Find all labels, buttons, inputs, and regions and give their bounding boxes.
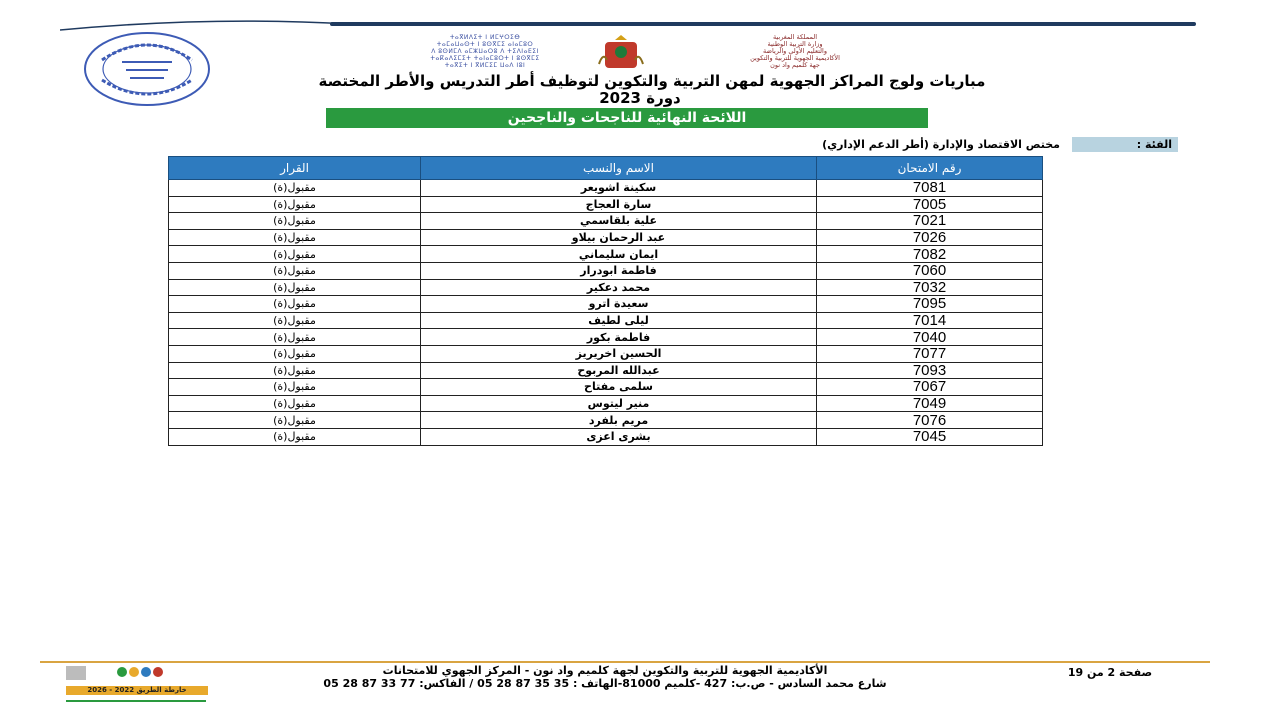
- candidate-name: عبدالله المربوح: [421, 362, 817, 379]
- top-rule: [330, 22, 1196, 26]
- final-list-banner: اللائحة النهائية للناجحات والناجحين: [326, 108, 928, 128]
- decision: مقبول(ة): [169, 329, 421, 346]
- column-header-decision: القرار: [169, 157, 421, 180]
- candidate-name: عبد الرحمان بيلاو: [421, 229, 817, 246]
- decision: مقبول(ة): [169, 412, 421, 429]
- table-row: [169, 362, 1043, 379]
- page-number: صفحة 2 من 19: [1067, 666, 1153, 679]
- footer-rule: [40, 661, 1210, 663]
- candidate-name: سارة العجاج: [421, 196, 817, 213]
- header-tifinagh-text: ⵜⴰⴳⵍⴷⵉⵜ ⵏ ⵍⵎⵖⵔⵉⴱ ⵜⴰⵎⴰⵡⴰⵙⵜ ⵏ ⵓⵙⴳⵎⵉ ⴰⵏⴰⵎⵓⵔ ⴷ ⵓⵙⵍⵎⴷ ⴰⵎⵣⵡⴰⵔⵓ ⴷ ⵜⵉⴷⵏⴰⴹⵉⵏ ⵜⴰⴽⴰⴷⵉⵎⵉⵜ ⵜⴰⵏⴰⵎⵓⵔⵜ ⵏ ⵓⵙⴳⵎⵉ ⵜⴰⴳⵉⵜ ⵏ ⴳⵍⵎⵉⵎ ⵡⴰⴷ ⵏⵓⵏ: [430, 34, 540, 69]
- results-table: [168, 156, 1043, 446]
- decision: مقبول(ة): [169, 196, 421, 213]
- decision: مقبول(ة): [169, 229, 421, 246]
- exam-number: 7076: [817, 412, 1043, 429]
- exam-number: 7021: [817, 213, 1043, 230]
- candidate-name: سعيدة اترو: [421, 296, 817, 313]
- decision: مقبول(ة): [169, 362, 421, 379]
- table-row: [169, 196, 1043, 213]
- exam-number: 7093: [817, 362, 1043, 379]
- candidate-name: سلمى مفتاح: [421, 379, 817, 396]
- table-row: [169, 412, 1043, 429]
- decision: مقبول(ة): [169, 213, 421, 230]
- table-header-row: [169, 157, 1043, 180]
- table-row: [169, 262, 1043, 279]
- decision: مقبول(ة): [169, 246, 421, 263]
- table-row: [169, 213, 1043, 230]
- category-label: الفئة :: [1072, 137, 1178, 152]
- candidate-name: سكينة اشويعر: [421, 180, 817, 197]
- exam-number: 7040: [817, 329, 1043, 346]
- exam-number: 7081: [817, 180, 1043, 197]
- page-title: مباريات ولوج المراكز الجهوية لمهن التربية والتكوين لتوظيف أطر التدريس والأطر المختصة: [318, 72, 986, 90]
- decision: مقبول(ة): [169, 395, 421, 412]
- column-header-full-name: الاسم والنسب: [421, 157, 817, 180]
- table-row: [169, 379, 1043, 396]
- candidate-name: بشرى اعزى: [421, 428, 817, 445]
- decision: مقبول(ة): [169, 379, 421, 396]
- column-header-exam-number: رقم الامتحان: [817, 157, 1043, 180]
- coat-of-arms-icon: [595, 34, 647, 70]
- table-row: [169, 395, 1043, 412]
- table-row: [169, 312, 1043, 329]
- decision: مقبول(ة): [169, 180, 421, 197]
- footer-address-line-1: الأكاديمية الجهوية للتربية والتكوين لجهة كلميم واد نون - المركز الجهوي للامتحانات: [382, 664, 828, 677]
- table-row: [169, 428, 1043, 445]
- candidate-name: فاطمة بكور: [421, 329, 817, 346]
- academy-logo-icon: [62, 664, 212, 704]
- table-row: [169, 329, 1043, 346]
- exam-number: 7032: [817, 279, 1043, 296]
- decision: مقبول(ة): [169, 312, 421, 329]
- exam-number: 7045: [817, 428, 1043, 445]
- candidate-name: ايمان سليماني: [421, 246, 817, 263]
- table-row: [169, 296, 1043, 313]
- table-row: [169, 345, 1043, 362]
- official-stamp-icon: [82, 30, 212, 108]
- category-value: مختص الاقتصاد والإدارة (أطر الدعم الإداري): [822, 138, 1060, 151]
- decision: مقبول(ة): [169, 262, 421, 279]
- roadmap-badge: خارطة الطريق 2022 - 2026: [66, 686, 208, 695]
- exam-number: 7026: [817, 229, 1043, 246]
- session-year: دورة 2023: [599, 89, 681, 107]
- candidate-name: مريم بلفرد: [421, 412, 817, 429]
- table-row: [169, 279, 1043, 296]
- decision: مقبول(ة): [169, 428, 421, 445]
- footer-address-line-2: شارع محمد السادس - ص.ب: 427 -كلميم 81000-الهاتف : 35 35 87 28 05 / الفاكس: 77 33 87 28 05: [323, 677, 887, 690]
- table-row: [169, 246, 1043, 263]
- exam-number: 7049: [817, 395, 1043, 412]
- candidate-name: منير ليتوس: [421, 395, 817, 412]
- exam-number: 7060: [817, 262, 1043, 279]
- exam-number: 7082: [817, 246, 1043, 263]
- candidate-name: محمد دعكير: [421, 279, 817, 296]
- exam-number: 7095: [817, 296, 1043, 313]
- candidate-name: ليلى لطيف: [421, 312, 817, 329]
- candidate-name: فاطمة ابودرار: [421, 262, 817, 279]
- decision: مقبول(ة): [169, 345, 421, 362]
- decision: مقبول(ة): [169, 279, 421, 296]
- exam-number: 7067: [817, 379, 1043, 396]
- decision: مقبول(ة): [169, 296, 421, 313]
- exam-number: 7005: [817, 196, 1043, 213]
- header-arabic-text: المملكة المغربية وزارة التربية الوطنية والتعليم الأولي والرياضة الأكاديمية الجهوية للتربية والتكوين جهة كلميم واد نون: [750, 33, 840, 69]
- candidate-name: علية بلقاسمي: [421, 213, 817, 230]
- table-row: [169, 180, 1043, 197]
- exam-number: 7077: [817, 345, 1043, 362]
- table-row: [169, 229, 1043, 246]
- official-header: [410, 34, 870, 70]
- candidate-name: الحسين اخريريز: [421, 345, 817, 362]
- exam-number: 7014: [817, 312, 1043, 329]
